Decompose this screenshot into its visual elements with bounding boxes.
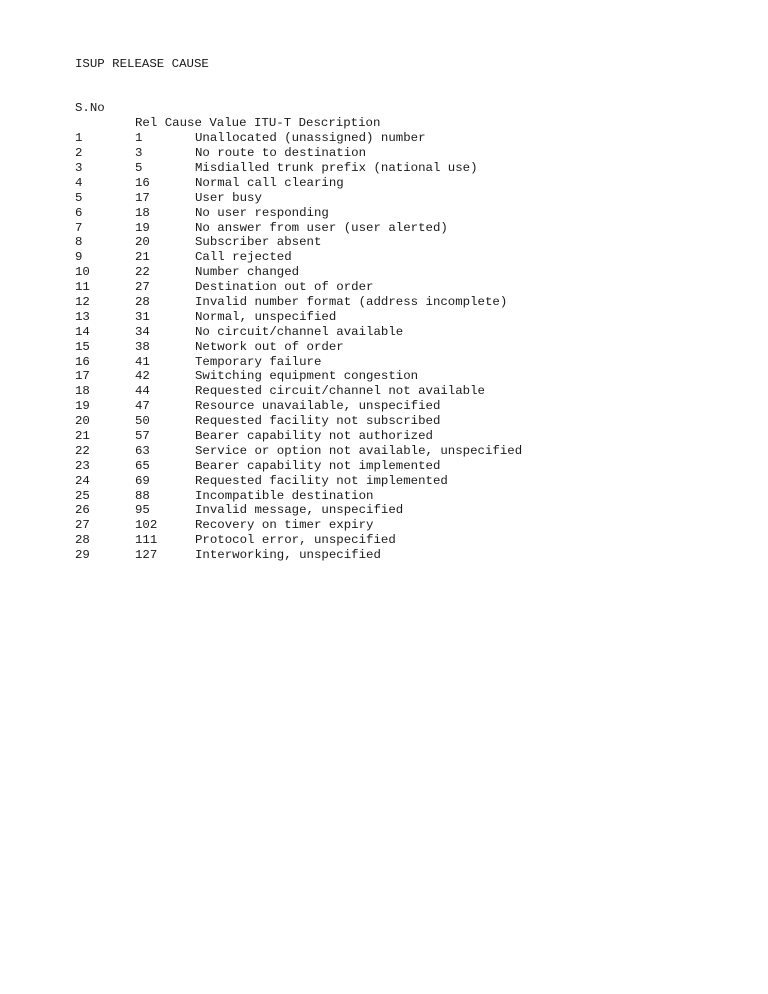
cause-table-body bbox=[75, 131, 523, 563]
row-cause-value: 50 bbox=[135, 414, 150, 429]
row-cause-value: 42 bbox=[135, 369, 150, 384]
row-cause-value: 41 bbox=[135, 354, 150, 369]
table-row bbox=[75, 518, 374, 533]
row-description: No circuit/channel available bbox=[195, 324, 404, 339]
row-cause-value: 17 bbox=[135, 190, 150, 205]
row-description: Call rejected bbox=[195, 250, 292, 265]
table-row bbox=[75, 443, 523, 459]
table-row bbox=[75, 473, 448, 489]
row-cause-value: 38 bbox=[135, 339, 150, 354]
row-sno: 3 bbox=[75, 161, 83, 175]
row-sno: 24 bbox=[75, 473, 90, 488]
row-description: Network out of order bbox=[195, 339, 344, 354]
row-description: No answer from user (user alerted) bbox=[195, 220, 448, 235]
row-sno: 19 bbox=[75, 399, 90, 414]
row-description: Incompatible destination bbox=[195, 488, 374, 503]
row-description: Switching equipment congestion bbox=[195, 369, 419, 384]
row-sno: 9 bbox=[75, 250, 83, 265]
header-desc: ITU-T Description bbox=[253, 116, 381, 131]
row-cause-value: 28 bbox=[135, 295, 150, 310]
table-row bbox=[75, 309, 337, 325]
row-cause-value: 5 bbox=[135, 161, 143, 175]
row-cause-value: 63 bbox=[135, 443, 150, 458]
row-sno: 13 bbox=[75, 309, 90, 324]
row-cause-value: 34 bbox=[135, 324, 150, 339]
row-description: Misdialled trunk prefix (national use) bbox=[195, 161, 478, 175]
table-row bbox=[75, 458, 441, 474]
column-header-row bbox=[75, 87, 381, 131]
row-description: User busy bbox=[195, 190, 262, 205]
row-cause-value: 127 bbox=[135, 548, 158, 563]
row-description: Normal, unspecified bbox=[195, 309, 337, 324]
row-cause-value: 95 bbox=[135, 503, 150, 518]
title-text: ISUP RELEASE CAUSE bbox=[75, 56, 209, 71]
table-row bbox=[75, 280, 374, 295]
row-description: No user responding bbox=[195, 205, 329, 220]
table-row bbox=[75, 190, 262, 206]
row-sno: 22 bbox=[75, 443, 90, 458]
row-description: Recovery on timer expiry bbox=[195, 518, 374, 533]
row-cause-value: 102 bbox=[135, 518, 158, 533]
row-description: Interworking, unspecified bbox=[195, 548, 381, 563]
table-row bbox=[75, 250, 292, 265]
row-sno: 18 bbox=[75, 384, 90, 399]
row-description: Requested facility not subscribed bbox=[195, 414, 441, 429]
row-description: Bearer capability not authorized bbox=[195, 429, 433, 444]
table-row bbox=[75, 488, 374, 504]
row-sno: 8 bbox=[75, 235, 83, 250]
row-description: Requested circuit/channel not available bbox=[195, 384, 485, 399]
row-cause-value: 88 bbox=[135, 488, 150, 503]
row-cause-value: 16 bbox=[135, 175, 150, 190]
release-cause-document bbox=[75, 12, 523, 578]
row-sno: 17 bbox=[75, 369, 90, 384]
row-sno: 6 bbox=[75, 205, 83, 220]
row-cause-value: 69 bbox=[135, 473, 150, 488]
header-value: Rel Cause Value bbox=[135, 116, 247, 131]
row-sno: 16 bbox=[75, 354, 90, 369]
row-cause-value: 27 bbox=[135, 280, 150, 295]
row-sno: 10 bbox=[75, 265, 90, 280]
row-description: Requested facility not implemented bbox=[195, 473, 448, 488]
row-description: Temporary failure bbox=[195, 354, 322, 369]
table-row bbox=[75, 175, 344, 191]
row-cause-value: 57 bbox=[135, 429, 150, 444]
table-row bbox=[75, 503, 404, 518]
row-sno: 12 bbox=[75, 295, 90, 310]
row-sno: 20 bbox=[75, 414, 90, 429]
table-row bbox=[75, 354, 322, 370]
row-cause-value: 22 bbox=[135, 265, 150, 280]
table-row bbox=[75, 161, 478, 176]
table-row bbox=[75, 205, 329, 221]
table-row bbox=[75, 533, 396, 548]
table-row bbox=[75, 131, 426, 146]
row-sno: 21 bbox=[75, 429, 90, 444]
row-sno: 4 bbox=[75, 175, 83, 190]
row-cause-value: 31 bbox=[135, 309, 150, 324]
row-description: Invalid number format (address incomplete) bbox=[195, 295, 508, 310]
table-row bbox=[75, 384, 485, 399]
table-row bbox=[75, 146, 367, 161]
table-row bbox=[75, 399, 441, 414]
table-row bbox=[75, 548, 381, 563]
table-row bbox=[75, 369, 419, 384]
table-row bbox=[75, 339, 344, 355]
row-description: Invalid message, unspecified bbox=[195, 503, 404, 518]
row-cause-value: 19 bbox=[135, 220, 150, 235]
row-description: Destination out of order bbox=[195, 280, 374, 295]
table-row bbox=[75, 265, 300, 280]
table-row bbox=[75, 235, 322, 250]
row-sno: 23 bbox=[75, 458, 90, 473]
table-row bbox=[75, 295, 508, 310]
row-sno: 14 bbox=[75, 324, 90, 339]
row-sno: 28 bbox=[75, 533, 90, 548]
row-sno: 11 bbox=[75, 280, 90, 295]
row-sno: 7 bbox=[75, 220, 83, 235]
row-sno: 1 bbox=[75, 131, 83, 146]
row-description: Resource unavailable, unspecified bbox=[195, 399, 441, 414]
row-sno: 25 bbox=[75, 488, 90, 503]
row-cause-value: 44 bbox=[135, 384, 150, 399]
row-description: Protocol error, unspecified bbox=[195, 533, 396, 548]
row-sno: 26 bbox=[75, 503, 90, 518]
table-row bbox=[75, 324, 404, 340]
row-description: Subscriber absent bbox=[195, 235, 322, 250]
row-cause-value: 1 bbox=[135, 131, 143, 146]
row-cause-value: 3 bbox=[135, 146, 143, 161]
row-cause-value: 47 bbox=[135, 399, 150, 414]
row-cause-value: 21 bbox=[135, 250, 150, 265]
header-rel-cause-value-itu-t-description bbox=[135, 116, 380, 131]
header-sno: S.No bbox=[75, 101, 105, 116]
row-sno: 5 bbox=[75, 190, 83, 205]
row-description: No route to destination bbox=[195, 146, 367, 161]
row-description: Unallocated (unassigned) number bbox=[195, 131, 426, 146]
row-description: Service or option not available, unspecified bbox=[195, 443, 523, 458]
row-description: Number changed bbox=[195, 265, 300, 280]
row-cause-value: 111 bbox=[135, 533, 158, 548]
row-sno: 27 bbox=[75, 518, 90, 533]
row-cause-value: 20 bbox=[135, 235, 150, 250]
table-row bbox=[75, 220, 448, 236]
table-row bbox=[75, 414, 441, 429]
document-title bbox=[75, 42, 209, 71]
row-cause-value: 65 bbox=[135, 458, 150, 473]
row-sno: 2 bbox=[75, 146, 83, 161]
row-sno: 29 bbox=[75, 548, 90, 563]
row-description: Normal call clearing bbox=[195, 175, 344, 190]
row-cause-value: 18 bbox=[135, 205, 150, 220]
row-sno: 15 bbox=[75, 339, 90, 354]
row-description: Bearer capability not implemented bbox=[195, 458, 441, 473]
table-row bbox=[75, 429, 433, 444]
